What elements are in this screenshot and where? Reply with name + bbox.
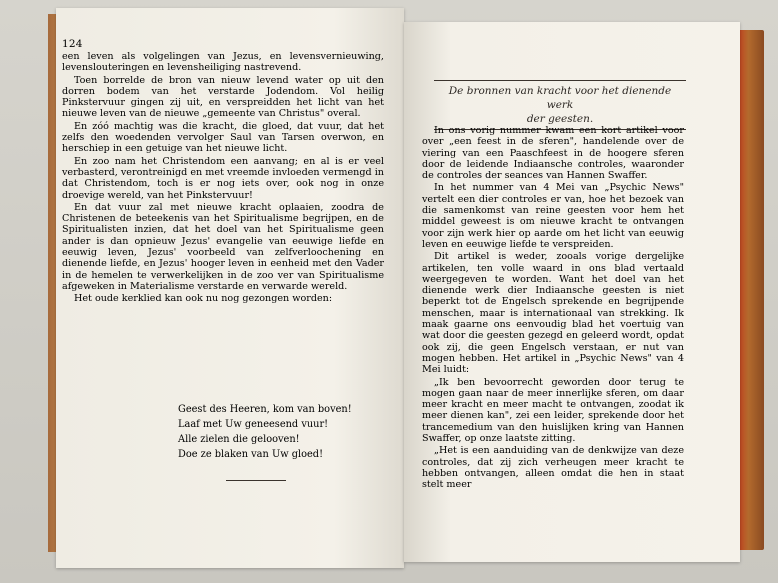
hymn-line-1: Geest des Heeren, kom van boven! bbox=[178, 404, 352, 415]
left-paragraph-2: Toen borrelde de bron van nieuw levend water op uit den dorren bodem van het verstarde Jodendom. Vol heilig Pinkstervuur gingen zij uit, en verspreidden het licht van het nieuwe leven van de nieuwe „gemeente van Christus" overal. bbox=[62, 74, 384, 120]
header-rule-top bbox=[434, 80, 686, 81]
right-paragraph-3: Dit artikel is weder, zooals vorige dergelijke artikelen, ten volle waard in ons blad vertaald weergegeven te worden. Want het doel van het dienende werk dier Indiaansche geesten is niet beperkt tot de Engelsch sprekende en begrijpende menschen, maar is internationaal van strekking. Ik maak gaarne ons eenvoudig blad het voertuig van wat door die geesten gezegd en geleerd wordt, opdat ook zij, die geen Engelsch verstaan, er nut van mogen hebben. Het artikel in „Psychic News" van 4 Mei luidt: bbox=[422, 251, 684, 376]
right-paragraph-1: In ons vorig nummer kwam een kort artikel voor over „een feest in de sferen", handelende over de viering van een Paaschfeest in de hoogere sferen door de leidende Indiaansche controles, waaronder de controles der seances van Hannen Swaffer. bbox=[422, 125, 684, 182]
hymn-line-2: Laaf met Uw geneesend vuur! bbox=[178, 419, 329, 430]
book-cover-right-edge bbox=[738, 30, 764, 550]
left-paragraph-4: En zoo nam het Christendom een aanvang; en al is er veel verbasterd, verontreinigd en met vreemde invloeden vermengd in dat Christendom, toch is er nog iets over, ook nog in onze droevige wereld, van het Pinkstervuur! bbox=[62, 155, 384, 201]
right-page-body bbox=[422, 125, 684, 492]
hymn-line-3: Alle zielen die gelooven! bbox=[178, 434, 300, 445]
right-paragraph-4: „Ik ben bevoorrecht geworden door terug te mogen gaan naar de meer innerlijke sferen, om daar meer kracht en meer macht te ontvangen, zoodat ik meer dienen kan", zei een leider, sprekende door het trancemedium van den huislijken kring van Hannen Swaffer, op onze laatste zitting. bbox=[422, 376, 684, 445]
left-paragraph-1: een leven als volgelingen van Jezus, en levensvernieuwing, levenslouteringen en levensheiliging nastrevend. bbox=[62, 51, 384, 74]
right-paragraph-5: „Het is een aanduiding van de denkwijze van deze controles, dat zij zich verheugen meer kracht te hebben ontvangen, alleen omdat die hen in staat stelt meer bbox=[422, 445, 684, 491]
article-header bbox=[434, 80, 686, 130]
page-number: 124 bbox=[62, 38, 83, 50]
hymn-verse bbox=[178, 402, 368, 462]
left-paragraph-5: En dat vuur zal met nieuwe kracht oplaaien, zoodra de Christenen de beteekenis van het Spiritualisme begrijpen, en de Spiritualisten inzien, dat het doel van het Spiritualisme geen ander is dan opnieuw Jezus' evangelie van eeuwige liefde en eeuwig leven, Jezus' voorbeeld van zelfverloochening en dienende liefde, en Jezus' hooger leven in eenheid met den Vader in de hemelen te verwerkelijken in de zoo ver van Spiritualisme afgeweken in Materialisme verstarde en verwarde wereld. bbox=[62, 201, 384, 292]
hymn-line-4: Doe ze blaken van Uw gloed! bbox=[178, 449, 324, 460]
left-page-body bbox=[62, 51, 384, 306]
article-title-line-1: De bronnen van kracht voor het dienende werk bbox=[448, 85, 672, 111]
left-paragraph-3: En zóó machtig was die kracht, die gloed, dat vuur, dat het zelfs den woedenden vervolger Saul van Tarsen overwon, en herschiep in een getuige van het nieuwe licht. bbox=[62, 120, 384, 155]
article-title-line-2: der geesten. bbox=[526, 113, 594, 125]
left-paragraph-6: Het oude kerklied kan ook nu nog gezongen worden: bbox=[74, 293, 333, 305]
section-divider bbox=[226, 480, 286, 481]
right-paragraph-2: In het nummer van 4 Mei van „Psychic News" vertelt een dier controles er van, hoe het bezoek van die samenkomst van reine geesten voor hem het middel geweest is om nieuwe kracht te ontvangen voor zijn werk hier op aarde om het licht van eeuwig leven en eeuwige liefde te verspreiden. bbox=[422, 182, 684, 250]
